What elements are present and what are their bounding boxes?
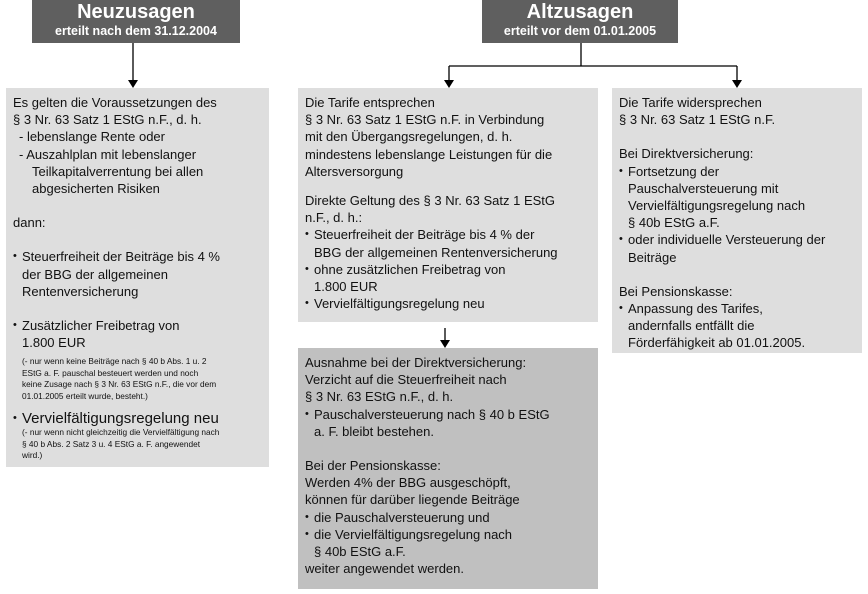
- header-neuzusagen: [32, 0, 240, 43]
- text-line: Ausnahme bei der Direktversicherung:: [305, 355, 527, 370]
- bullet-item-cont: a. F. bleibt bestehen.: [314, 423, 434, 439]
- bullet-item-cont: § 40b EStG a.F.: [628, 215, 720, 231]
- text-line: § 3 Nr. 63 Satz 1 EStG n.F., d. h.: [13, 112, 202, 128]
- text-line: mindestens lebenslange Leistungen für die: [305, 146, 553, 162]
- bullet-item-cont: Vervielfältigungsregelung nach: [628, 198, 806, 214]
- dash-item: - Auszahlplan mit lebenslanger: [19, 146, 197, 162]
- bullet-item: • Vervielfältigungsregelung neu: [305, 295, 592, 312]
- text-line: mit den Übergangsregelungen, d. h.: [305, 129, 513, 145]
- bullet-item-cont: § 40b EStG a.F.: [314, 544, 406, 560]
- bullet-item: • Vervielfältigungsregelung neu: [13, 410, 263, 427]
- footnote-line: § 40 b Abs. 2 Satz 3 u. 4 EStG a. F. angewendet: [22, 438, 201, 449]
- arrowhead-mid: [440, 340, 450, 348]
- header-altzusagen: [482, 0, 678, 43]
- dash-item-cont: Teilkapitalverrentung bei allen: [32, 163, 204, 179]
- bullet-item-cont: Förderfähigkeit ab 01.01.2005.: [628, 335, 806, 351]
- then-label: dann:: [13, 215, 46, 231]
- text-line: weiter angewendet werden.: [305, 561, 464, 577]
- footnote-line: (- nur wenn keine Beiträge nach § 40 b Abs. 1 u. 2: [22, 356, 207, 367]
- arrowhead-neu: [128, 80, 138, 88]
- text-line: Die Tarife widersprechen: [619, 95, 762, 110]
- header-altzusagen-subtitle: erteilt vor dem 01.01.2005: [503, 24, 657, 38]
- text-line: Verzicht auf die Steuerfreiheit nach: [305, 372, 507, 388]
- bullet-item-cont: der BBG der allgemeinen: [22, 266, 168, 282]
- footnote-line: 01.01.2005 erteilt wurde, besteht.): [22, 390, 148, 401]
- text-line: § 3 Nr. 63 Satz 1 EStG n.F. in Verbindung: [305, 112, 545, 128]
- bullet-item-cont: Rentenversicherung: [22, 283, 139, 299]
- text-line: Bei der Pensionskasse:: [305, 458, 441, 474]
- bullet-item: • die Vervielfältigungsregelung nach: [305, 526, 592, 543]
- footnote-line: EStG a. F. pauschal besteuert werden und noch: [22, 367, 199, 378]
- bullet-item-cont: Pauschalversteuerung mit: [628, 180, 779, 196]
- footnote-line: (- nur wenn nicht gleichzeitig die Vervielfältigung nach: [22, 427, 220, 438]
- box-tarife-entsprechen: [298, 88, 598, 322]
- text-line: Altersversorgung: [305, 163, 404, 179]
- bullet-item: • die Pauschalversteuerung und: [305, 509, 592, 526]
- bullet-item: • Steuerfreiheit der Beiträge bis 4 % der: [305, 226, 592, 243]
- text-line: können für darüber liegende Beiträge: [305, 492, 520, 508]
- text-line: Bei Direktversicherung:: [619, 146, 754, 162]
- header-neuzusagen-subtitle: erteilt nach dem 31.12.2004: [55, 24, 217, 38]
- bullet-item-cont: 1.800 EUR: [314, 279, 378, 295]
- text-line: § 3 Nr. 63 EStG n.F., d. h.: [305, 389, 454, 405]
- text-line: § 3 Nr. 63 Satz 1 EStG n.F.: [619, 112, 776, 128]
- bullet-item-cont: andernfalls entfällt die: [628, 318, 755, 334]
- header-altzusagen-title: Altzusagen: [526, 1, 634, 23]
- dash-item-cont: abgesicherten Risiken: [32, 181, 160, 197]
- text-line: Es gelten die Voraussetzungen des: [13, 95, 217, 110]
- bullet-item: • Anpassung des Tarifes,: [619, 300, 856, 317]
- bullet-item: • Zusätzlicher Freibetrag von: [13, 317, 263, 334]
- bullet-item: • Fortsetzung der: [619, 163, 856, 180]
- bullet-item: • Pauschalversteuerung nach § 40 b EStG: [305, 406, 592, 423]
- bullet-item: • Steuerfreiheit der Beiträge bis 4 %: [13, 248, 263, 265]
- box-neuzusagen: [6, 88, 269, 467]
- bullet-item-cont: Beiträge: [628, 249, 677, 265]
- text-line: Werden 4% der BBG ausgeschöpft,: [305, 475, 511, 491]
- footnote-line: wird.): [22, 450, 43, 461]
- footnote-line: keine Zusage nach § 3 Nr. 63 EStG n.F., die vor dem: [22, 379, 217, 390]
- box-tarife-widersprechen: [612, 88, 862, 353]
- arrowhead-alt-right: [732, 80, 742, 88]
- text-line: Die Tarife entsprechen: [305, 95, 435, 110]
- arrowhead-alt-left: [444, 80, 454, 88]
- text-line: Direkte Geltung des § 3 Nr. 63 Satz 1 EStG: [305, 193, 556, 209]
- bullet-item-cont: BBG der allgemeinen Rentenversicherung: [314, 244, 558, 260]
- box-ausnahme-direktversicherung: [298, 348, 598, 589]
- text-line: Bei Pensionskasse:: [619, 283, 733, 299]
- header-neuzusagen-title: Neuzusagen: [77, 1, 195, 23]
- bullet-item-cont: 1.800 EUR: [22, 335, 86, 351]
- text-line: n.F., d. h.:: [305, 210, 363, 226]
- dash-item: - lebenslange Rente oder: [19, 129, 165, 145]
- bullet-item: • oder individuelle Versteuerung der: [619, 231, 856, 248]
- bullet-item: • ohne zusätzlichen Freibetrag von: [305, 261, 592, 278]
